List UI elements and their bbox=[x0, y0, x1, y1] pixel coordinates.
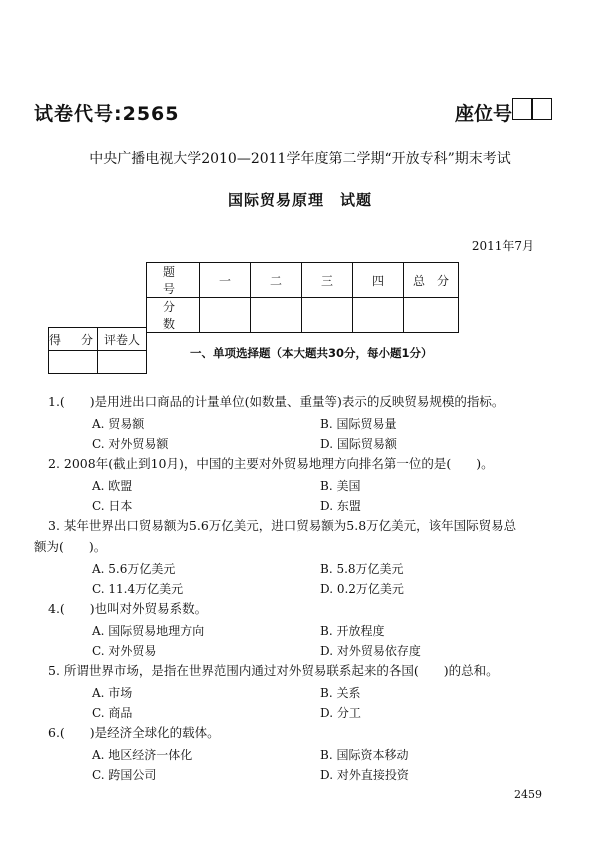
question-stem-continued: 额为( )。 bbox=[34, 539, 107, 554]
score-cell bbox=[353, 298, 404, 333]
score-cell bbox=[200, 298, 251, 333]
seat-number-label: 座位号 bbox=[454, 103, 512, 125]
score-table-header: 二 bbox=[251, 263, 302, 298]
question-option: A. 国际贸易地理方向 bbox=[92, 624, 205, 638]
score-cell bbox=[302, 298, 353, 333]
grader-table bbox=[48, 327, 147, 374]
question-option: D. 东盟 bbox=[320, 499, 361, 513]
question-option: B. 关系 bbox=[320, 686, 361, 700]
question-option: A. 贸易额 bbox=[92, 417, 145, 431]
section-title: 一、单项选择题（本大题共30分，每小题1分） bbox=[190, 346, 433, 360]
subject-title: 国际贸易原理 试题 bbox=[227, 191, 372, 209]
question-option: A. 市场 bbox=[92, 686, 133, 700]
question-stem: 5. 所谓世界市场，是指在世界范围内通过对外贸易联系起来的各国( )的总和。 bbox=[48, 663, 499, 678]
question-option: A. 欧盟 bbox=[92, 479, 133, 493]
question-option: D. 对外贸易依存度 bbox=[320, 644, 421, 658]
grader-score-label: 得 分 bbox=[49, 328, 98, 351]
question-option: A. 地区经济一体化 bbox=[92, 748, 193, 762]
score-row-label: 分 数 bbox=[147, 298, 200, 333]
page-number: 2459 bbox=[514, 788, 542, 801]
question-option: A. 5.6万亿美元 bbox=[92, 562, 176, 576]
question-option: C. 对外贸易 bbox=[92, 644, 157, 658]
score-cell bbox=[251, 298, 302, 333]
question-option: B. 美国 bbox=[320, 479, 361, 493]
score-table-header: 一 bbox=[200, 263, 251, 298]
question-option: D. 对外直接投资 bbox=[320, 768, 409, 782]
question-option: C. 日本 bbox=[92, 499, 133, 513]
score-table-header: 题 号 bbox=[147, 263, 200, 298]
score-table-header: 四 bbox=[353, 263, 404, 298]
score-cell bbox=[404, 298, 459, 333]
question-option: B. 国际资本移动 bbox=[320, 748, 409, 762]
question-stem: 2. 2008年(截止到10月)，中国的主要对外贸易地理方向排名第一位的是( )。 bbox=[48, 456, 494, 471]
question-option: C. 跨国公司 bbox=[92, 768, 157, 782]
question-option: C. 11.4万亿美元 bbox=[92, 582, 184, 596]
question-option: B. 开放程度 bbox=[320, 624, 385, 638]
question-option: D. 0.2万亿美元 bbox=[320, 582, 404, 596]
question-stem: 6.( )是经济全球化的载体。 bbox=[48, 725, 220, 740]
exam-title: 中央广播电视大学2010—2011学年度第二学期“开放专科”期末考试 bbox=[89, 151, 511, 167]
question-stem: 4.( )也叫对外贸易系数。 bbox=[48, 601, 208, 616]
question-option: B. 国际贸易量 bbox=[320, 417, 397, 431]
score-table-header: 总 分 bbox=[404, 263, 459, 298]
question-option: B. 5.8万亿美元 bbox=[320, 562, 404, 576]
grader-name-label: 评卷人 bbox=[98, 328, 147, 351]
grader-score-cell bbox=[49, 351, 98, 374]
question-option: D. 国际贸易额 bbox=[320, 437, 397, 451]
question-stem: 1.( )是用进出口商品的计量单位(如数量、重量等)表示的反映贸易规模的指标。 bbox=[48, 394, 505, 409]
score-table-header: 三 bbox=[302, 263, 353, 298]
question-option: C. 商品 bbox=[92, 706, 133, 720]
exam-date: 2011年7月 bbox=[471, 239, 534, 253]
question-stem: 3. 某年世界出口贸易额为5.6万亿美元，进口贸易额为5.8万亿美元，该年国际贸易总 bbox=[48, 518, 517, 533]
score-table bbox=[146, 262, 459, 333]
question-option: C. 对外贸易额 bbox=[92, 437, 169, 451]
paper-code: 试卷代号:2565 bbox=[34, 103, 180, 125]
grader-name-cell bbox=[98, 351, 147, 374]
question-option: D. 分工 bbox=[320, 706, 361, 720]
seat-number-box bbox=[512, 98, 552, 120]
